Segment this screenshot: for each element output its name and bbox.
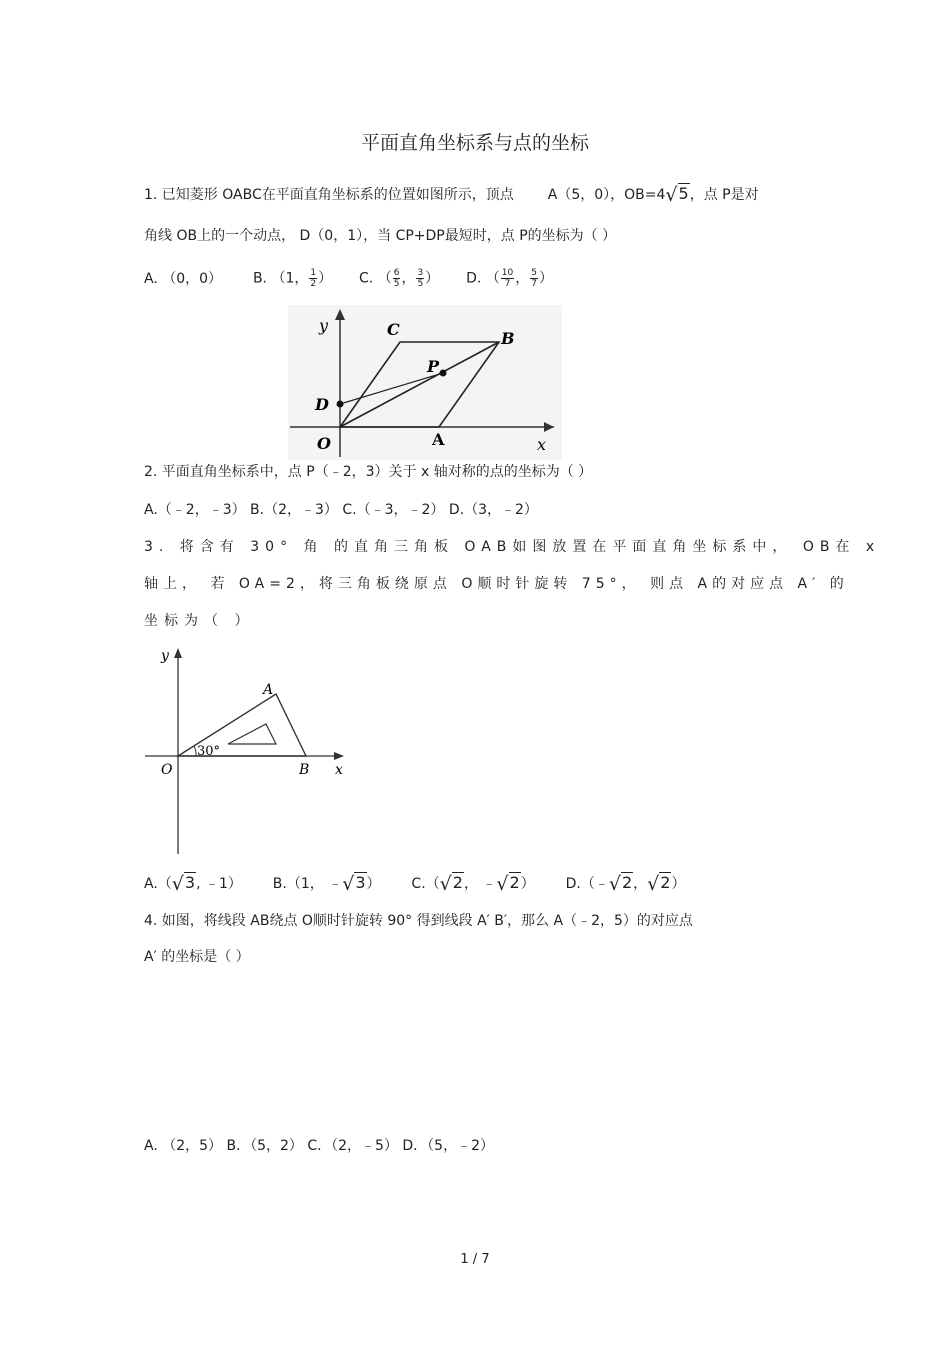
q1-line2: 角线 OB上的一个动点， D（0，1），当 CP+DP最短时，点 P的坐标为（ ） [144,228,617,244]
q1-text-c: 在平面直角坐标系的位置如图所示，顶点 [261,187,514,203]
q3-line3: 坐标为（ ） [144,613,255,629]
label-angle: 30° [197,744,221,759]
q3-option-b: B.（1， ﹣√3） [272,873,381,895]
label-o: O [317,434,331,453]
q1-text-e: ，点 [689,187,723,203]
sqrt-symbol: √2 [439,873,463,895]
fraction: $\frac{6}{5}$ [393,268,400,289]
q4-line1: 4. 如图，将线段 AB绕点 O顺时针旋转 90° 得到线段 A′ B′，那么 A（﹣2，5）的对应点 [144,913,693,929]
q1-text-a: 1. 已知菱形 [144,187,223,203]
y-axis-arrow [174,648,182,658]
q3-option-c: C.（√2， ﹣√2） [411,873,535,895]
sqrt-symbol: √5 [665,184,689,206]
label-a: A [263,682,274,698]
q1-option-a: A. （0，0） [144,270,223,287]
q1-rhombus-figure [288,305,562,460]
q3-line1: 3. 将含有 30° 角 的直角三角板 OAB如图放置在平面直角坐标系中， OB在 x [144,539,881,555]
q3-line2: 轴上， 若 OA=2，将三角板绕原点 O顺时针旋转 75°， 则点 A的对应点 A′ 的 [144,576,849,592]
q3-options [144,873,685,894]
fraction: $\frac{5}{7}$ [531,268,537,289]
q2-options: A.（﹣2，﹣3） B.（2，﹣3） C.（﹣3，﹣2） D.（3，﹣2） [144,502,538,518]
label-c: C [387,320,400,339]
q2-line1: 2. 平面直角坐标系中，点 P（﹣2，3）关于 x 轴对称的点的坐标为（ ） [144,464,593,480]
page-number: 1 / 7 [460,1252,490,1267]
q1-option-b: B. （1， $\frac{1}{2}$ ） [252,268,333,289]
label-y: y [161,648,169,664]
q4-options: A. （2，5） B．（5，2） C．（2，﹣5） D．（5，﹣2） [144,1138,494,1154]
point-p [440,370,447,377]
inner-triangle [228,724,276,744]
label-b: B [501,329,515,348]
sqrt-symbol: √3 [342,873,366,895]
fraction: $\frac{1}{2}$ [310,268,317,289]
x-axis-arrow [334,752,344,760]
label-o: O [161,762,173,778]
label-d: D [315,395,329,414]
q3-triangle-figure [142,642,352,857]
label-p: P [427,357,440,376]
sqrt-symbol: √2 [608,873,633,895]
sqrt-symbol: √3 [171,873,196,895]
document-title: 平面直角坐标系与点的坐标 [360,132,589,154]
q3-option-a: A.（√3, ﹣1） [144,873,242,895]
sqrt-symbol: √2 [496,873,520,895]
q1-option-c: C. （ $\frac{6}{5}$ ， $\frac{3}{5}$ ） [359,268,440,289]
q1-text-f: P是对 [722,187,759,203]
label-y: y [319,316,329,335]
q3-option-d: D.（﹣√2，√2） [565,873,686,895]
q1-line1 [144,184,759,205]
label-b: B [299,762,310,778]
label-x: x [537,435,547,454]
fraction: $\frac{10}{7}$ [501,268,514,289]
point-d [337,401,344,408]
q1-options [144,268,553,289]
q1-text-b: OABC [222,187,262,203]
sqrt-symbol: √2 [647,873,671,895]
q1-text-d: A（5，0），OB=4 [547,187,666,203]
q4-line2: A′ 的坐标是（ ） [144,949,250,965]
q1-option-d: D. （ $\frac{10}{7}$ ， $\frac{5}{7}$ ） [466,268,553,289]
label-x: x [335,762,343,778]
angle-arc [194,746,196,756]
fraction: $\frac{3}{5}$ [417,268,424,289]
label-a: A [432,430,445,449]
